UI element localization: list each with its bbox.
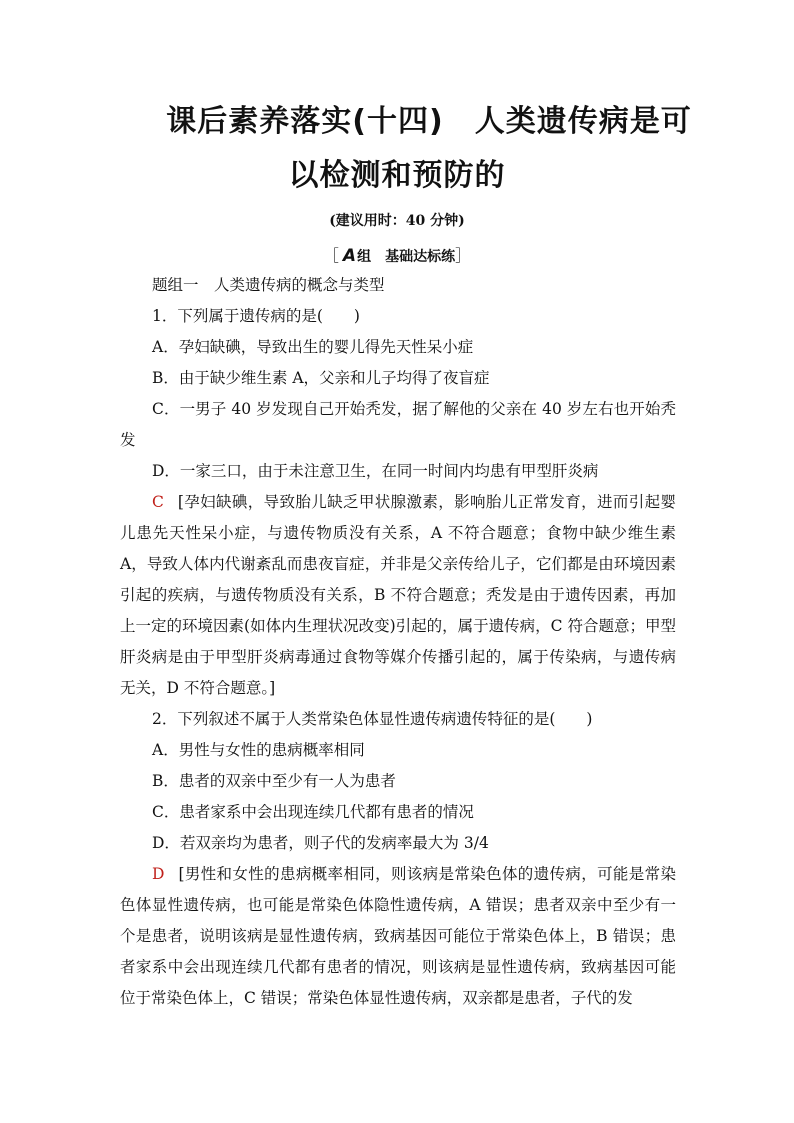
question-1-option-d: D．一家三口，由于未注意卫生，在同一时间内均患有甲型肝炎病 <box>152 462 599 480</box>
group-label-text: 组 基础达标练 <box>357 249 456 265</box>
answer-explanation: [孕妇缺碘，导致胎儿缺乏甲状腺激素，影响胎儿正常发育，进而引起婴儿患先天性呆小症，与遗传物质没有关系，A 不符合题意；食物中缺少维生素 A，导致人体内代谢紊乱而患夜盲症，并非是父亲传给儿子，它们都是由环境因素引起的疾病，与遗传物质没有关系，B 不符合题意；秃发是由于遗传因素，再加上一定的环境因素(如体内生理状况改变)引起的，属于遗传病，C 符合题意；甲型肝炎病是由于甲型肝炎病毒通过食物等媒介传播引起的，属于传染病，与遗传病无关，D 不符合题意。] <box>120 493 676 697</box>
question-2-option-b: B．患者的双亲中至少有一人为患者 <box>152 772 396 790</box>
question-2-option-c: C．患者家系中会出现连续几代都有患者的情况 <box>152 803 474 821</box>
group-bracket-close: ］ <box>455 246 472 265</box>
question-1-stem: 1．下列属于遗传病的是( ) <box>152 307 360 325</box>
document-body <box>120 270 676 1014</box>
page-title-line-2: 以检测和预防的 <box>288 158 506 193</box>
answer-explanation: [男性和女性的患病概率相同，则该病是常染色体的遗传病，可能是常染色体显性遗传病，也可能是常染色体隐性遗传病，A 错误；患者双亲中至少有一个是患者，说明该病是显性遗传病，致病基因可能位于常染色体上，B 错误；患者家系中会出现连续几代都有患者的情况，则该病是显性遗传病，致病基因可能位于常染色体上，C 错误；常染色体显性遗传病，双亲都是患者，子代的发 <box>120 865 676 1007</box>
question-1-option-b: B．由于缺少维生素 A，父亲和儿子均得了夜盲症 <box>152 369 490 387</box>
group-letter-a: A <box>342 246 357 266</box>
answer-letter: D <box>152 865 165 883</box>
question-2-answer <box>120 859 676 1014</box>
group-label <box>0 243 794 266</box>
question-2-option-a: A．男性与女性的患病概率相同 <box>152 741 365 759</box>
question-2-option-d: D．若双亲均为患者，则子代的发病率最大为 3/4 <box>152 834 489 852</box>
question-1-answer <box>120 487 676 704</box>
question-1-option-a: A．孕妇缺碘，导致出生的婴儿得先天性呆小症 <box>152 338 474 356</box>
page-title-line-1: 课后素养落实(十四) 人类遗传病是可 <box>166 104 692 139</box>
question-2-stem: 2．下列叙述不属于人类常染色体显性遗传病遗传特征的是( ) <box>152 710 593 728</box>
group-bracket-open: ［ <box>322 246 339 265</box>
section-heading: 题组一 人类遗传病的概念与类型 <box>152 276 385 294</box>
suggested-time: (建议用时：40 分钟) <box>329 213 465 229</box>
question-1-option-c: C．一男子 40 岁发现自己开始秃发，据了解他的父亲在 40 岁左右也开始秃发 <box>120 400 676 449</box>
answer-letter: C <box>152 493 164 511</box>
